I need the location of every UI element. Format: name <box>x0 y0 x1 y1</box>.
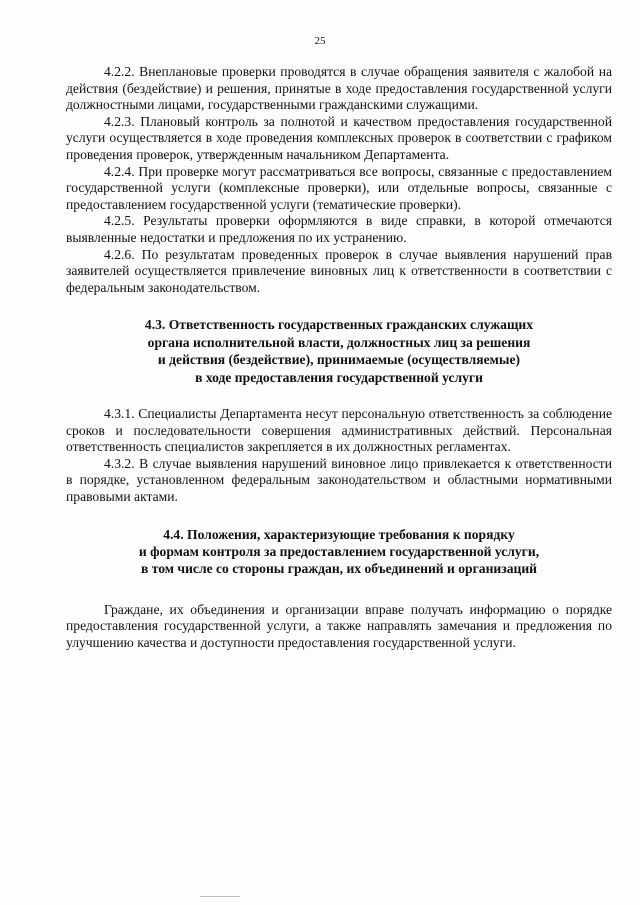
heading-line: 4.3. Ответственность государственных гражданских служащих <box>144 317 534 333</box>
heading-line: и действия (бездействие), принимаемые (осуществляемые) <box>157 352 521 368</box>
heading-line: 4.4. Положения, характеризующие требования к порядку <box>163 526 515 542</box>
footer-rule <box>200 896 240 897</box>
paragraph-4-4: Граждане, их объединения и организации вправе получать информацию о порядке предоставления государственной услуги, а также направлять замечания и предложения по улучшению качества и доступности предоставления государственной услуги. <box>66 601 612 650</box>
paragraph-4-2-5: 4.2.5. Результаты проверки оформляются в виде справки, в которой отмечаются выявленные недостатки и предложения по их устранению. <box>66 213 612 245</box>
section-heading-4-3 <box>66 316 612 386</box>
heading-line: и формам контроля за предоставлением государственной услуги, <box>138 543 540 559</box>
heading-line: в том числе со стороны граждан, их объединений и организаций <box>141 561 537 577</box>
paragraph-4-2-4: 4.2.4. При проверке могут рассматриваться все вопросы, связанные с предоставлением государственной услуги (комплексные проверки), или отдельные вопросы, связанные с предоставлением государственной услуги (тематические проверки). <box>66 163 612 212</box>
heading-line: в ходе предоставления государственной услуги <box>195 369 483 385</box>
document-body <box>66 64 612 652</box>
page-number: 25 <box>314 35 326 47</box>
heading-line: органа исполнительной власти, должностных лиц за решения <box>147 334 531 350</box>
section-heading-4-4 <box>66 526 612 578</box>
paragraph-4-2-6: 4.2.6. По результатам проведенных проверок в случае выявления нарушений прав заявителей осуществляется привлечение виновных лиц к ответственности в соответствии с федеральным законодательством. <box>66 246 612 295</box>
paragraph-4-2-3: 4.2.3. Плановый контроль за полнотой и качеством предоставления государственной услуги осуществляется в ходе проведения комплексных проверок в соответствии с графиком проведения проверок, утвержденным начальником Департамента. <box>66 113 612 162</box>
paragraph-4-3-2: 4.3.2. В случае выявления нарушений виновное лицо привлекается к ответственности в порядке, установленном федеральным законодательством и областными нормативными правовыми актами. <box>66 455 612 504</box>
paragraph-4-3-1: 4.3.1. Специалисты Департамента несут персональную ответственность за соблюдение сроков и последовательности совершения административных действий. Персональная ответственность специалистов закрепляется в их должностных регламентах. <box>66 405 612 455</box>
paragraph-4-2-2: 4.2.2. Внеплановые проверки проводятся в случае обращения заявителя с жалобой на действия (бездействие) и решения, принятые в ходе предоставления государственной услуги должностными лицами, государственными гражданскими служащими. <box>66 64 612 113</box>
